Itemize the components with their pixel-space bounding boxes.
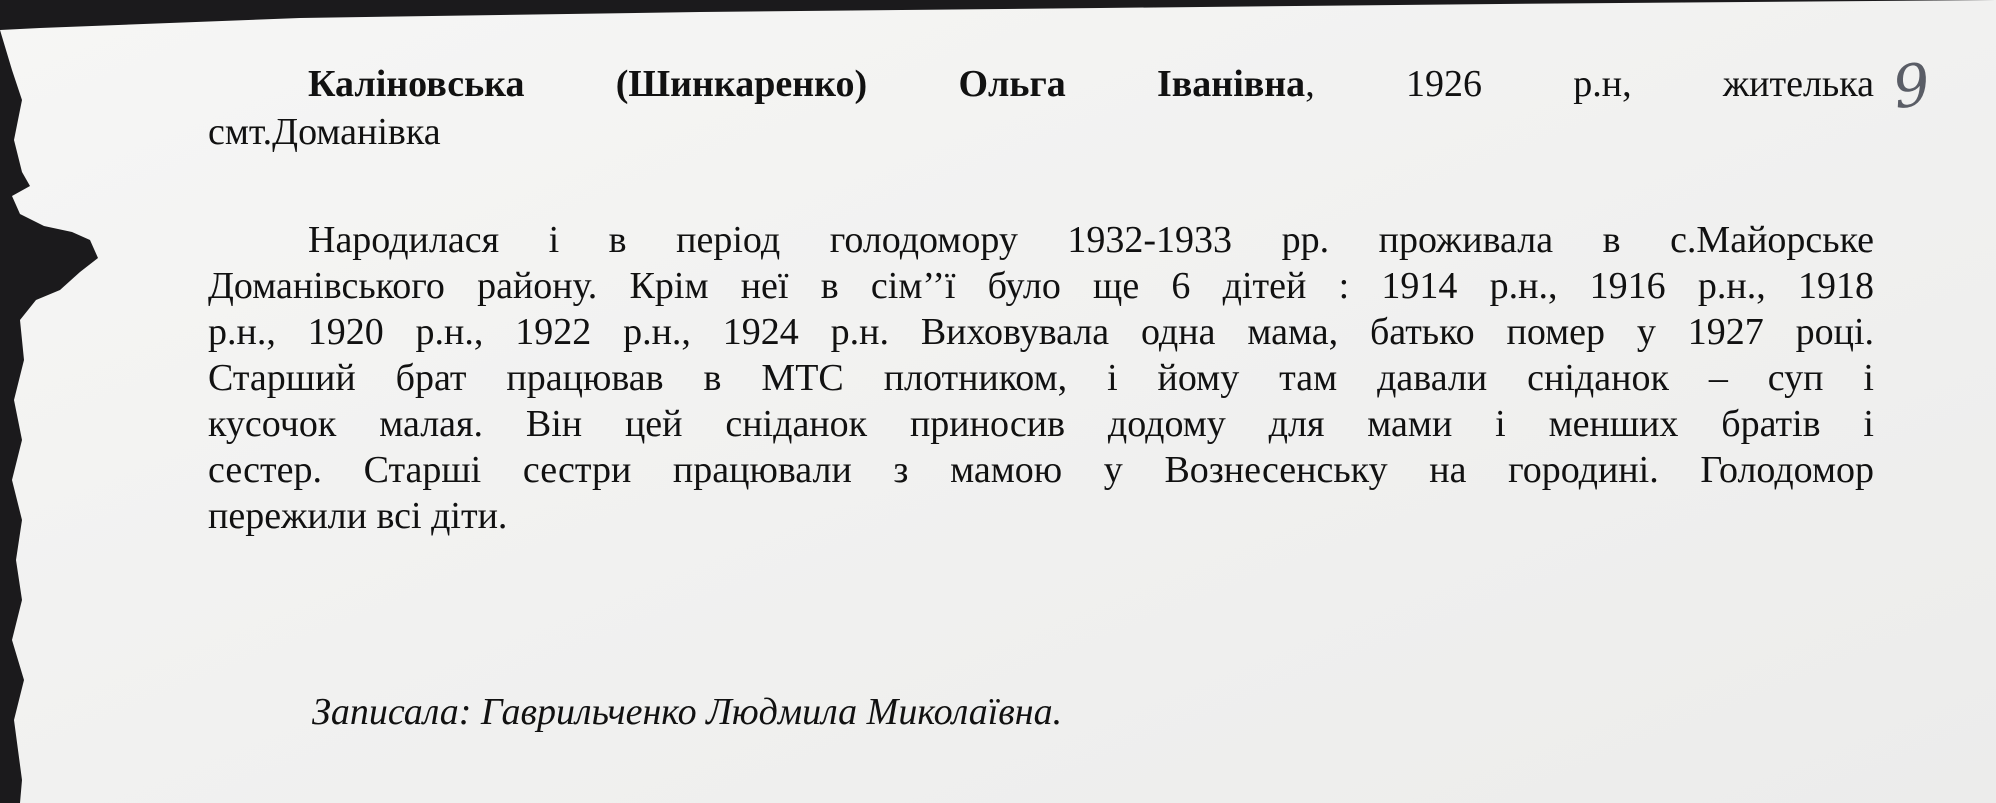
body-line: сестер. Старші сестри працювали з мамою у Вознесенську на городині. Голодомор	[208, 449, 1874, 491]
header-line-1	[208, 62, 1874, 107]
body-line: пережили всі діти.	[208, 495, 508, 537]
recorded-by: Записала: Гаврильченко Людмила Миколаївна.	[312, 691, 1063, 733]
body-line: Народилася і в період голодомору 1932-1933 рр. проживала в с.Майорське	[308, 219, 1874, 261]
body-line: Старший брат працював в МТС плотником, і йому там давали сніданок – суп і	[208, 357, 1874, 399]
person-name: Каліновська (Шинкаренко) Ольга Іванівна	[308, 63, 1306, 105]
header-line-2: смт.Доманівка	[208, 111, 441, 153]
page-number: 9	[1888, 49, 1935, 123]
body-line: р.н., 1920 р.н., 1922 р.н., 1924 р.н. Виховувала одна мама, батько помер у 1927 році.	[208, 311, 1874, 353]
birth-residence: , 1926 р.н, жителька	[1305, 63, 1874, 105]
body-line: Доманівського району. Крім неї в сім’’ї було ще 6 дітей : 1914 р.н., 1916 р.н., 1918	[208, 265, 1874, 307]
body-line: кусочок малая. Він цей сніданок приносив додому для мами і менших братів і	[208, 403, 1874, 445]
